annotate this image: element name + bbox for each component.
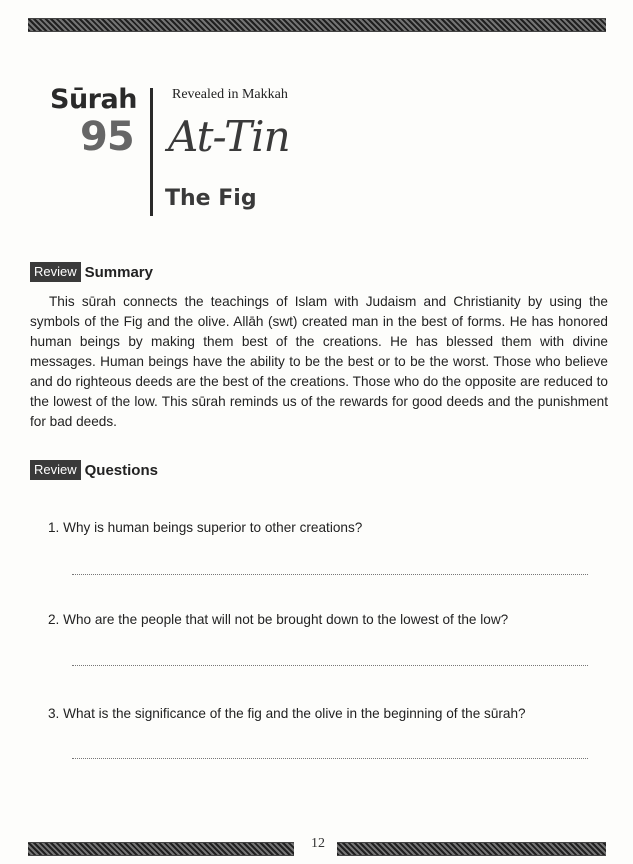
decorative-border-bottom-left — [28, 842, 294, 856]
summary-heading — [30, 262, 153, 282]
surah-english-name: The Fig — [165, 186, 257, 211]
decorative-border-bottom-right — [337, 842, 606, 856]
answer-line-1[interactable] — [72, 574, 588, 575]
surah-transliteration: At-Tin — [168, 112, 290, 161]
review-tag: Review — [30, 460, 81, 480]
revelation-place: Revealed in Makkah — [172, 87, 288, 102]
question-3: 3. What is the significance of the fig and the olive in the beginning of the sūrah? — [48, 706, 526, 721]
summary-title: Summary — [84, 263, 153, 281]
question-1: 1. Why is human beings superior to other creations? — [48, 520, 363, 535]
question-2: 2. Who are the people that will not be brought down to the lowest of the low? — [48, 612, 509, 627]
summary-paragraph: This sūrah connects the teachings of Islam with Judaism and Christianity by using the symbols of the Fig and the olive. Allāh (swt) created man in the best of forms. He has honored human beings by making them best of the creations. He has blessed them with divine messages. Human beings have the ability to be the best or to be the worst. Those who believe and do righteous deeds are the best of the creations. Those who do the opposite are reduced to the lowest of the low. This sūrah reminds us of the rewards for good deeds and the punishment for bad deeds. — [30, 294, 608, 429]
answer-line-3[interactable] — [72, 758, 588, 759]
decorative-border-top — [28, 18, 606, 32]
review-tag: Review — [30, 262, 81, 282]
header-divider — [150, 88, 153, 216]
questions-heading — [30, 460, 158, 480]
surah-label: Sūrah — [50, 84, 137, 115]
questions-title: Questions — [84, 461, 158, 479]
answer-line-2[interactable] — [72, 665, 588, 666]
surah-number: 95 — [80, 114, 134, 160]
page-number: 12 — [311, 836, 325, 851]
